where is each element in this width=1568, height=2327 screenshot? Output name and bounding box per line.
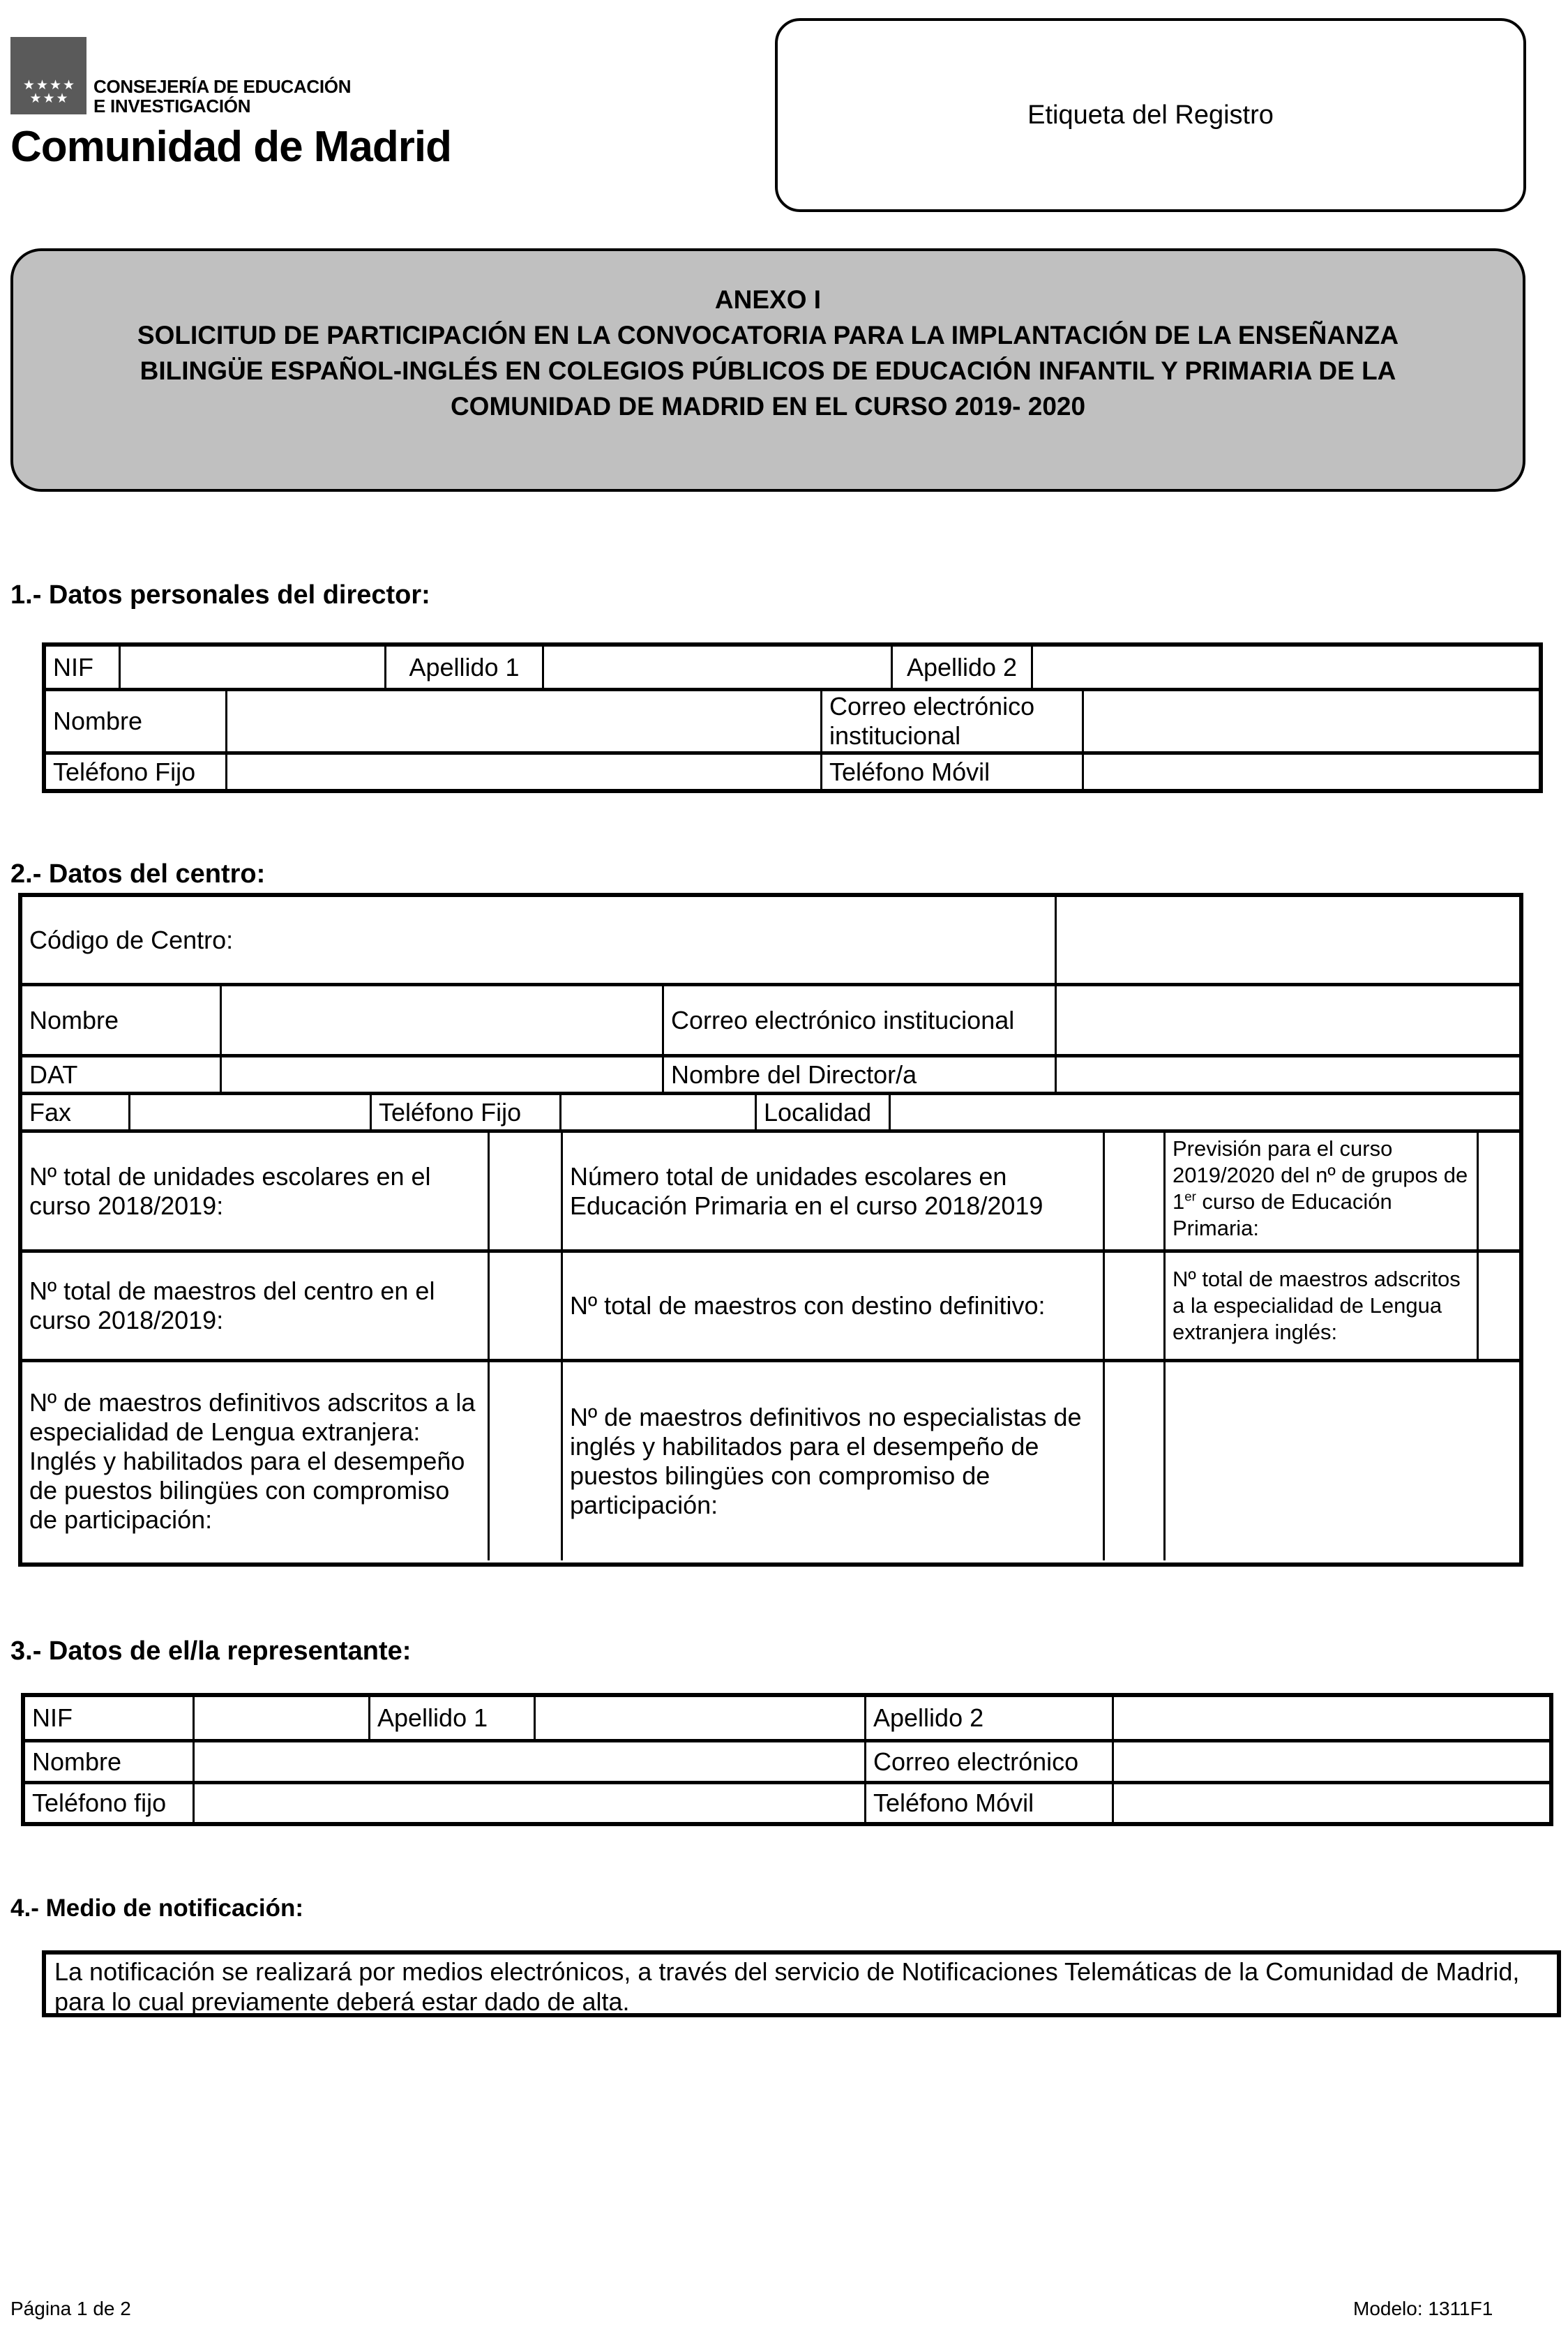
logo-flag bbox=[10, 37, 86, 114]
localidad-label: Localidad bbox=[755, 1095, 889, 1129]
department-line-2: E INVESTIGACIÓN bbox=[93, 96, 251, 116]
maestros-def-ingles-input[interactable] bbox=[488, 1362, 561, 1560]
empty-cell bbox=[1163, 1362, 1519, 1560]
rep-apellido1-input[interactable] bbox=[534, 1697, 864, 1739]
prevision-text-a: Previsión para el curso 2019/2020 del nº de grupos de 1 bbox=[1173, 1136, 1468, 1214]
center-correo-input[interactable] bbox=[1055, 986, 1519, 1054]
maestros-ingles-input[interactable] bbox=[1477, 1253, 1519, 1359]
annex-title: ANEXO I bbox=[714, 285, 822, 314]
director-row-2 bbox=[46, 688, 1539, 751]
logo-name: Comunidad de Madrid bbox=[10, 123, 451, 171]
title-line-2: BILINGÜE ESPAÑOL-INGLÉS EN COLEGIOS PÚBLICOS DE EDUCACIÓN INFANTIL Y PRIMARIA DE LA bbox=[140, 356, 1396, 385]
registry-label: Etiqueta del Registro bbox=[1027, 100, 1274, 130]
rep-telefono-fijo-label: Teléfono fijo bbox=[32, 1788, 167, 1817]
center-row-maestros bbox=[22, 1249, 1519, 1359]
section4-heading: 4.- Medio de notificación: bbox=[10, 1895, 304, 1922]
center-telefono-fijo-label: Teléfono Fijo bbox=[370, 1095, 559, 1129]
director-correo-input[interactable] bbox=[1082, 691, 1539, 751]
unidades-total-label: Nº total de unidades escolares en el curso 2018/2019: bbox=[29, 1161, 431, 1220]
maestros-definitivo-label: Nº total de maestros con destino definitivo: bbox=[561, 1253, 1103, 1359]
section3-heading: 3.- Datos de el/la representante: bbox=[10, 1636, 412, 1666]
maestros-def-no-esp-input[interactable] bbox=[1103, 1362, 1163, 1560]
title-line-1: SOLICITUD DE PARTICIPACIÓN EN LA CONVOCATORIA PARA LA IMPLANTACIÓN DE LA ENSEÑANZA bbox=[137, 320, 1399, 349]
center-row-nombre bbox=[22, 983, 1519, 1054]
rep-row-3 bbox=[25, 1781, 1549, 1822]
director-apellido2-input[interactable] bbox=[1031, 647, 1539, 688]
director-row-3 bbox=[46, 751, 1539, 789]
stars-icon: ★★★★ ★★★ bbox=[22, 78, 77, 106]
director-data-table bbox=[42, 642, 1543, 793]
rep-nif-input[interactable] bbox=[193, 1697, 368, 1739]
correo-label-line-2: institucional bbox=[829, 721, 961, 750]
dat-input[interactable] bbox=[220, 1057, 662, 1092]
registry-label-box bbox=[775, 18, 1526, 212]
rep-telefono-movil-label: Teléfono Móvil bbox=[864, 1784, 1112, 1822]
maestros-total-label: Nº total de maestros del centro en el curso 2018/2019: bbox=[29, 1277, 435, 1334]
center-nombre-label: Nombre bbox=[29, 1005, 119, 1034]
rep-correo-input[interactable] bbox=[1112, 1742, 1549, 1781]
telefono-movil-label: Teléfono Móvil bbox=[820, 755, 1082, 789]
department-line-1: CONSEJERÍA DE EDUCACIÓN bbox=[93, 76, 352, 97]
director-telefono-fijo-input[interactable] bbox=[225, 755, 820, 789]
center-correo-label: Correo electrónico institucional bbox=[662, 986, 1055, 1054]
section2-heading: 2.- Datos del centro: bbox=[10, 859, 266, 889]
nombre-director-input[interactable] bbox=[1055, 1057, 1519, 1092]
center-row-definitivos bbox=[22, 1359, 1519, 1560]
unidades-primaria-input[interactable] bbox=[1103, 1133, 1163, 1249]
maestros-def-no-esp-label: Nº de maestros definitivos no especialistas de inglés y habilitados para el desempeño de puestos bilingües con compromiso de participación: bbox=[561, 1362, 1103, 1560]
rep-nif-label: NIF bbox=[32, 1703, 73, 1732]
rep-row-1 bbox=[25, 1697, 1549, 1739]
logo-department bbox=[93, 77, 351, 116]
page-number: Página 1 de 2 bbox=[10, 2298, 131, 2319]
correo-institucional-label bbox=[820, 691, 1082, 751]
section1-heading: 1.- Datos personales del director: bbox=[10, 580, 430, 610]
codigo-centro-label: Código de Centro: bbox=[29, 925, 234, 954]
maestros-definitivo-input[interactable] bbox=[1103, 1253, 1163, 1359]
maestros-def-ingles-label: Nº de maestros definitivos adscritos a la especialidad de Lengua extranjera: Inglés y habilitados para el desempeño de puestos bilingües con compromiso de participación: bbox=[29, 1388, 476, 1534]
model-code: Modelo: 1311F1 bbox=[1353, 2298, 1493, 2319]
representative-data-table bbox=[21, 1693, 1553, 1826]
center-row-codigo bbox=[22, 897, 1519, 983]
nombre-director-label: Nombre del Director/a bbox=[662, 1057, 1055, 1092]
rep-apellido2-label: Apellido 2 bbox=[864, 1697, 1112, 1739]
nombre-label: Nombre bbox=[53, 707, 143, 735]
maestros-ingles-label: Nº total de maestros adscritos a la especialidad de Lengua extranjera inglés: bbox=[1163, 1253, 1477, 1359]
maestros-total-input[interactable] bbox=[488, 1253, 561, 1359]
unidades-total-input[interactable] bbox=[488, 1133, 561, 1249]
rep-telefono-movil-input[interactable] bbox=[1112, 1784, 1549, 1822]
director-nombre-input[interactable] bbox=[225, 691, 820, 751]
center-row-unidades bbox=[22, 1129, 1519, 1249]
prevision-text-b: curso de Educación Primaria: bbox=[1173, 1189, 1392, 1240]
center-row-dat bbox=[22, 1054, 1519, 1092]
title-line-3: COMUNIDAD DE MADRID EN EL CURSO 2019- 2020 bbox=[450, 391, 1086, 421]
director-telefono-movil-input[interactable] bbox=[1082, 755, 1539, 789]
unidades-primaria-label: Número total de unidades escolares en Educación Primaria en el curso 2018/2019 bbox=[561, 1133, 1103, 1249]
codigo-centro-input[interactable] bbox=[1055, 897, 1519, 983]
telefono-fijo-label: Teléfono Fijo bbox=[53, 757, 196, 786]
rep-correo-label: Correo electrónico bbox=[864, 1742, 1112, 1781]
rep-apellido2-input[interactable] bbox=[1112, 1697, 1549, 1739]
rep-nombre-input[interactable] bbox=[193, 1742, 864, 1781]
director-row-1 bbox=[46, 647, 1539, 688]
center-telefono-fijo-input[interactable] bbox=[559, 1095, 755, 1129]
dat-label: DAT bbox=[29, 1060, 78, 1089]
prevision-grupos-label bbox=[1163, 1133, 1477, 1249]
notification-notice: La notificación se realizará por medios electrónicos, a través del servicio de Notificaciones Telemáticas de la Comunidad de Madrid, para lo cual previamente deberá estar dado de alta. bbox=[42, 1950, 1561, 2017]
prevision-sup: er bbox=[1184, 1189, 1196, 1204]
center-row-contacto bbox=[22, 1092, 1519, 1129]
nif-label: NIF bbox=[53, 652, 93, 681]
director-nif-input[interactable] bbox=[119, 647, 384, 688]
center-data-table bbox=[18, 893, 1523, 1567]
correo-label-line-1: Correo electrónico bbox=[829, 692, 1035, 721]
rep-apellido1-label: Apellido 1 bbox=[368, 1697, 534, 1739]
apellido1-label: Apellido 1 bbox=[384, 647, 542, 688]
title-box bbox=[10, 248, 1525, 492]
localidad-input[interactable] bbox=[889, 1095, 1519, 1129]
director-apellido1-input[interactable] bbox=[542, 647, 891, 688]
rep-row-2 bbox=[25, 1739, 1549, 1781]
apellido2-label: Apellido 2 bbox=[891, 647, 1031, 688]
rep-nombre-label: Nombre bbox=[32, 1747, 122, 1776]
prevision-grupos-input[interactable] bbox=[1477, 1133, 1519, 1249]
fax-label: Fax bbox=[29, 1097, 72, 1127]
fax-input[interactable] bbox=[128, 1095, 370, 1129]
center-nombre-input[interactable] bbox=[220, 986, 662, 1054]
rep-telefono-fijo-input[interactable] bbox=[193, 1784, 864, 1822]
